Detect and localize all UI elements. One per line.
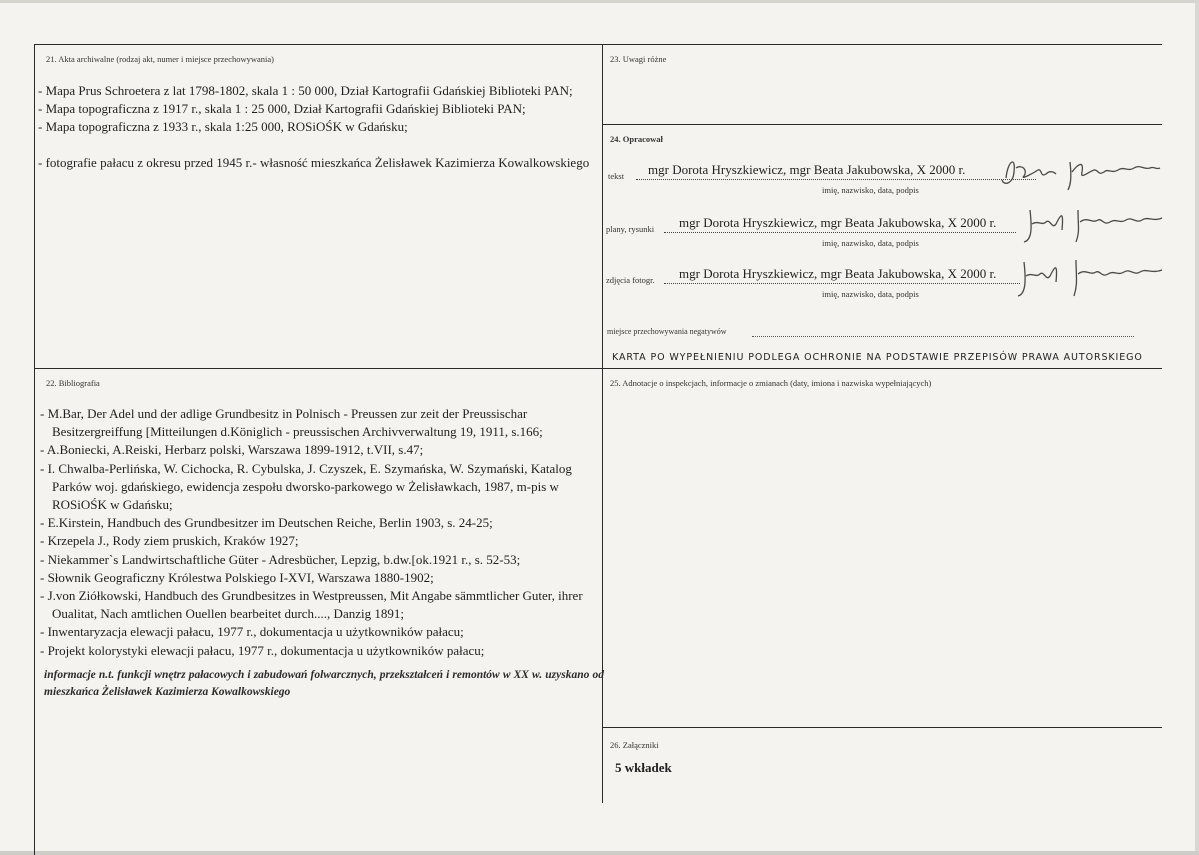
negatives-label: miejsce przechowywania negatywów [607,327,727,336]
bibliography-item: - I. Chwalba-Perlińska, W. Cichocka, R. Cybulska, J. Czyszek, E. Szymańska, W. Szymański, Katalog Parków woj. gdańskiego, ewidencja zespołu dworsko-parkowego w Żelisławkach, 1987, m-pis w ROSiOŚK w Gdańsku; [40,460,572,513]
signature-image [998,150,1168,192]
page-edge [0,851,1199,855]
row-caption: imię, nazwisko, data, podpis [822,289,919,299]
bibliography-item: - J.von Ziółkowski, Handbuch des Grundbesitzes in Westpreussen, Mit Angabe sämmtlicher Guter, ihrer Oualitat, Nach amtlichen Ouellen bearbeitet durch...., Danzig 1891; [40,588,583,622]
dotted-line [752,336,1134,337]
signature-image [1020,202,1170,246]
section-divider [602,124,1162,125]
row-caption: imię, nazwisko, data, podpis [822,185,919,195]
section-26-label: 26. Załączniki [610,740,659,750]
author-value: mgr Dorota Hryszkiewicz, mgr Beata Jakubowska, X 2000 r. [679,215,997,230]
section-23-label: 23. Uwagi różne [610,54,667,64]
dotted-line [636,178,1036,180]
row-label: plany, rysunki [606,224,655,234]
bibliography-item: - Niekammer`s Landwirtschaftliche Güter - Adresbücher, Lepzig, b.dw.[ok.1921 r., s. 52-53; [40,551,521,567]
bibliography-item: - M.Bar, Der Adel und der adlige Grundbesitz in Polnisch - Preussen zur zeit der Preussischar Besitzergreiffung [Mitteilungen d.Königlich - preussischen Archivverwaltung 19, 1911, s.166; [40,406,543,440]
author-value: mgr Dorota Hryszkiewicz, mgr Beata Jakubowska, X 2000 r. [648,162,966,177]
bibliography-item: - Krzepela J., Rody ziem pruskich, Kraków 1927; [40,533,299,549]
archive-item: - fotografie pałacu z okresu przed 1945 r.- własność mieszkańca Żelisławek Kazimierza Kowalkowskiego [38,155,590,170]
signature-image [1012,254,1172,300]
section-24-label: 24. Opracował [610,134,663,144]
section-25-label: 25. Adnotacje o inspekcjach, informacje o zmianach (daty, imiona i nazwiska wypełniających) [610,378,932,388]
frame-left-line [34,44,35,855]
bibliography-item: - Projekt kolorystyki elewacji pałacu, 1977 r., dokumentacja u użytkowników pałacu; [40,642,485,658]
dotted-line [664,231,1016,233]
archive-item: - Mapa Prus Schroetera z lat 1798-1802, skala 1 : 50 000, Dział Kartografii Gdańskiej Biblioteki PAN; [38,83,573,98]
bibliography-item: - E.Kirstein, Handbuch des Grundbesitzer im Deutschen Reiche, Berlin 1903, s. 24-25; [40,515,493,531]
bibliography-item: - A.Boniecki, A.Reiski, Herbarz polski, Warszawa 1899-1912, t.VII, s.47; [40,442,424,458]
archive-item: - Mapa topograficzna z 1917 r., skala 1 : 25 000, Dział Kartografii Gdańskiej Biblioteki PAN; [38,101,526,116]
archive-item: - Mapa topograficzna z 1933 r., skala 1:25 000, ROSiOŚK w Gdańsku; [38,119,408,134]
page-edge [1195,0,1199,855]
section-divider [34,368,1162,369]
attachments-value: 5 wkładek [615,760,672,775]
section-21-content [38,82,600,172]
copyright-notice: KARTA PO WYPEŁNIENIU PODLEGA OCHRONIE NA PODSTAWIE PRZEPISÓW PRAWA AUTORSKIEGO [612,352,1143,363]
author-value: mgr Dorota Hryszkiewicz, mgr Beata Jakubowska, X 2000 r. [679,266,997,281]
section-divider [602,727,1162,728]
bibliography-list [40,405,600,660]
frame-top-line [34,44,1162,45]
row-caption: imię, nazwisko, data, podpis [822,238,919,248]
dotted-line [664,282,1020,284]
bibliography-item: - Słownik Geograficzny Królestwa Polskiego I-XVI, Warszawa 1880-1902; [40,569,434,585]
page-edge [0,0,1199,3]
section-21-label: 21. Akta archiwalne (rodzaj akt, numer i miejsce przechowywania) [46,54,274,64]
section-22-label: 22. Bibliografia [46,378,100,388]
row-label: zdjęcia fotogr. [606,275,655,285]
information-note: informacje n.t. funkcji wnętrz pałacowych i zabudowań folwarcznych, przekształceń i remontów w XX w. uzyskano od mieszkańca Żelisławek Kazimierza Kowalkowskiego [44,669,604,698]
bibliography-item: - Inwentaryzacja elewacji pałacu, 1977 r., dokumentacja u użytkowników pałacu; [40,624,464,640]
row-label: tekst [608,171,625,181]
